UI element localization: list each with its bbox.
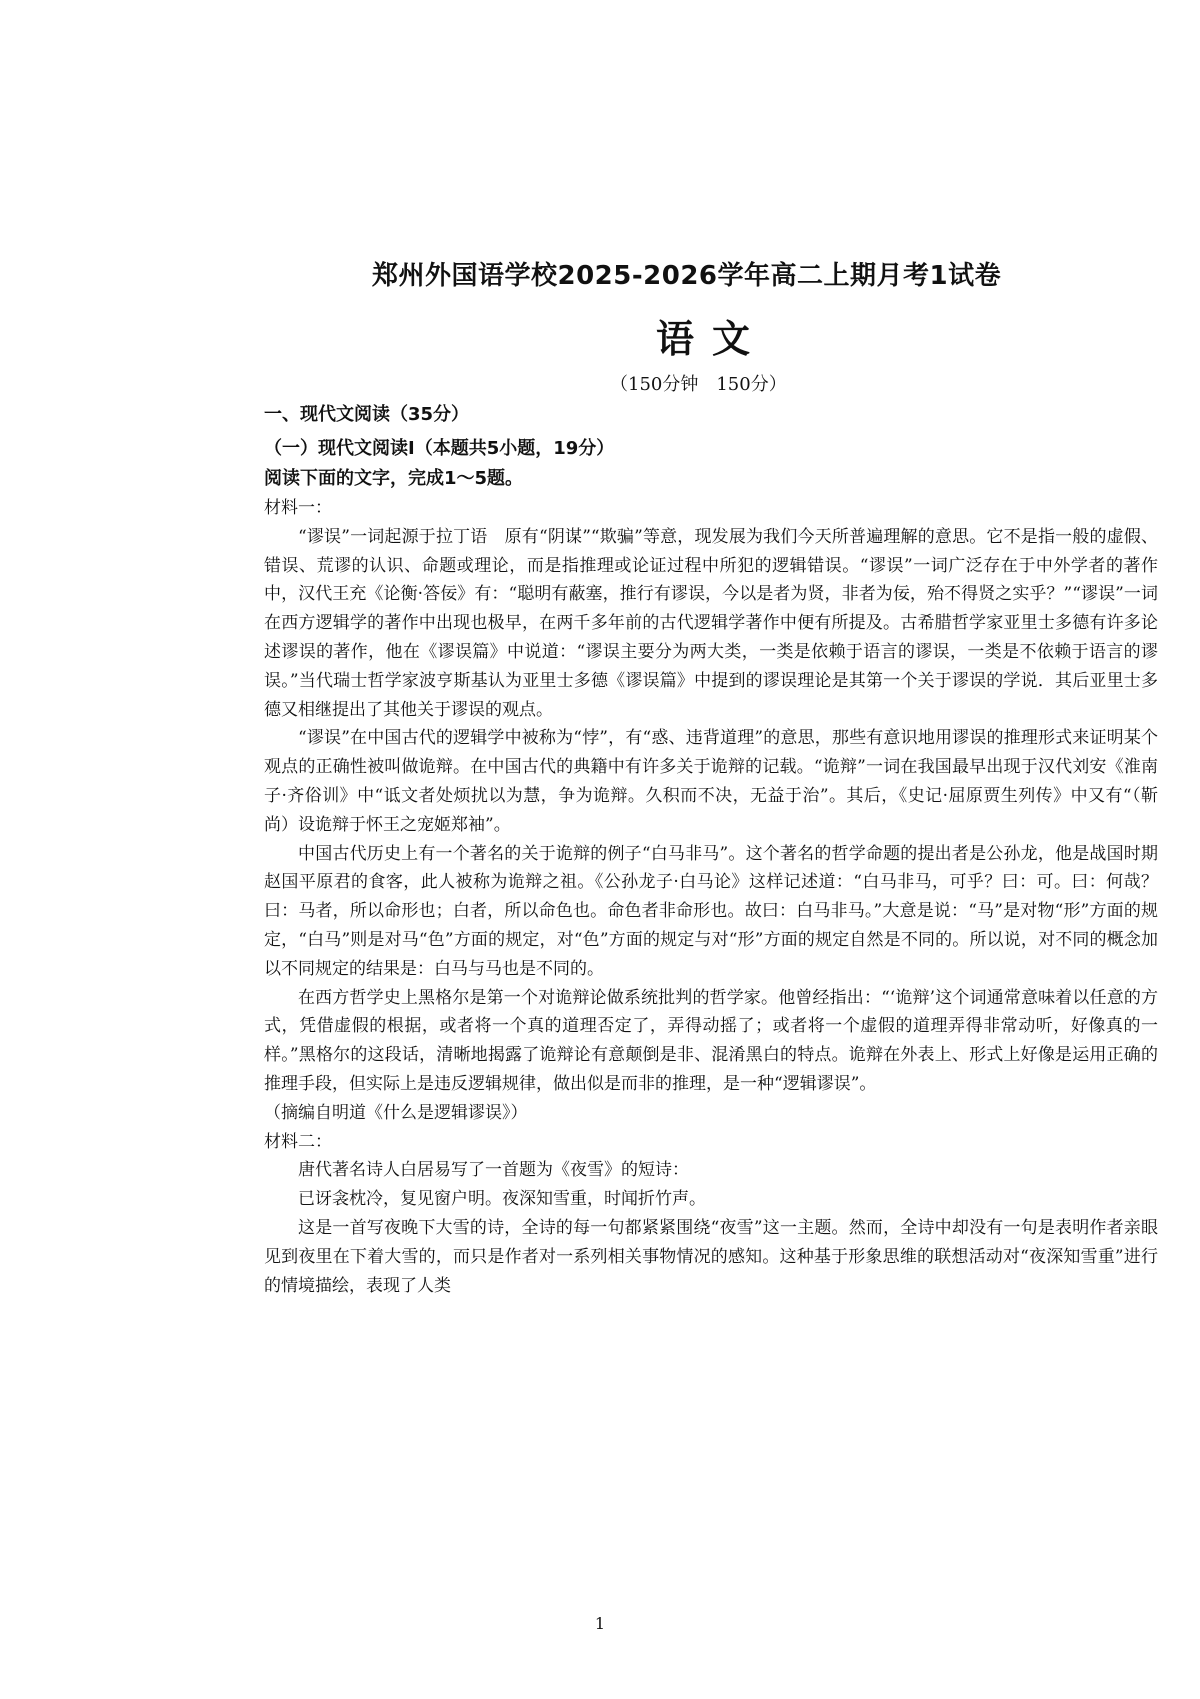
exam-title: 郑州外国语学校2025-2026学年高二上期月考1试卷 [372,261,1002,291]
reading-passage [264,494,1158,1300]
material-two-paragraph: 这是一首写夜晚下大雪的诗，全诗的每一句都紧紧围绕“夜雪”这一主题。然而，全诗中却没有一句是表明作者亲眼见到夜里在下着大雪的，而只是作者对一系列相关事物情况的感知。这种基于形象思维的联想活动对“夜深知雪重”进行的情境描绘，表现了人类 [264,1217,1158,1296]
material-two-label: 材料二： [264,1131,332,1152]
page-number: 1 [594,1614,606,1633]
material-one-paragraph: 在西方哲学史上黑格尔是第一个对诡辩论做系统批判的哲学家。他曾经指出：“‘诡辩’这个词通常意味着以任意的方式，凭借虚假的根据，或者将一个真的道理否定了，弄得动摇了；或者将一个虚假的道理弄得非常动听，好像真的一样。”黑格尔的这段话，清晰地揭露了诡辩论有意颠倒是非、混淆黑白的特点。诡辩在外表上、形式上好像是运用正确的推理手段，但实际上是违反逻辑规律，做出似是而非的推理，是一种“逻辑谬误”。 [264,987,1158,1094]
material-one-paragraph: “谬误”一词起源于拉丁语 原有“阴谋”“欺骗”等意，现发展为我们今天所普遍理解的意思。它不是指一般的虚假、错误、荒谬的认识、命题或理论，而是指推理或论证过程中所犯的逻辑错误。“谬误”一词广泛存在于中外学者的著作中，汉代王充《论衡·答佞》有：“聪明有蔽塞，推行有谬误，今以是者为贤，非者为佞，殆不得贤之实乎？”“谬误”一词在西方逻辑学的著作中出现也极早，在两千多年前的古代逻辑学著作中便有所提及。古希腊哲学家亚里士多德有许多论述谬误的著作，他在《谬误篇》中说道：“谬误主要分为两大类，一类是依赖于语言的谬误，一类是不依赖于语言的谬误。”当代瑞士哲学家波亨斯基认为亚里士多德《谬误篇》中提到的谬误理论是其第一个关于谬误的学说．其后亚里士多德又相继提出了其他关于谬误的观点。 [264,526,1158,720]
material-two-paragraph: 唐代著名诗人白居易写了一首题为《夜雪》的短诗： [298,1160,689,1181]
material-one-paragraph: 中国古代历史上有一个著名的关于诡辩的例子“白马非马”。这个著名的哲学命题的提出者是公孙龙，他是战国时期赵国平原君的食客，此人被称为诡辩之祖。《公孙龙子·白马论》这样记述道：“白马非马，可乎？曰：可。曰：何哉？曰：马者，所以命形也；白者，所以命色也。命色者非命形也。故曰：白马非马。”大意是说：“马”是对物“形”方面的规定，“白马”则是对马“色”方面的规定，对“色”方面的规定与对“形”方面的规定自然是不同的。所以说，对不同的概念加以不同规定的结果是：白马与马也是不同的。 [264,843,1158,979]
reading-instruction: 阅读下面的文字，完成1～5题。 [264,468,524,489]
subject-title: 语文 [656,317,769,361]
section-heading: 一、现代文阅读（35分） [264,404,470,425]
material-one-source: （摘编自明道《什么是逻辑谬误》） [264,1102,528,1123]
time-score: （150分钟 150分） [610,374,787,395]
poem-line: 已讶衾枕冷，复见窗户明。夜深知雪重，时闻折竹声。 [298,1189,706,1210]
material-one-paragraph: “谬误”在中国古代的逻辑学中被称为“悖”，有“惑、违背道理”的意思，那些有意识地用谬误的推理形式来证明某个观点的正确性被叫做诡辩。在中国古代的典籍中有许多关于诡辩的记载。“诡辩”一词在我国最早出现于汉代刘安《淮南子·齐俗训》中“诋文者处烦扰以为慧，争为诡辩。久积而不决，无益于治”。其后，《史记·屈原贾生列传》中又有“（靳尚）设诡辩于怀王之宠姬郑袖”。 [264,728,1158,835]
material-one-label: 材料一： [264,498,332,518]
subsection-heading: （一）现代文阅读Ⅰ（本题共5小题，19分） [264,438,615,459]
